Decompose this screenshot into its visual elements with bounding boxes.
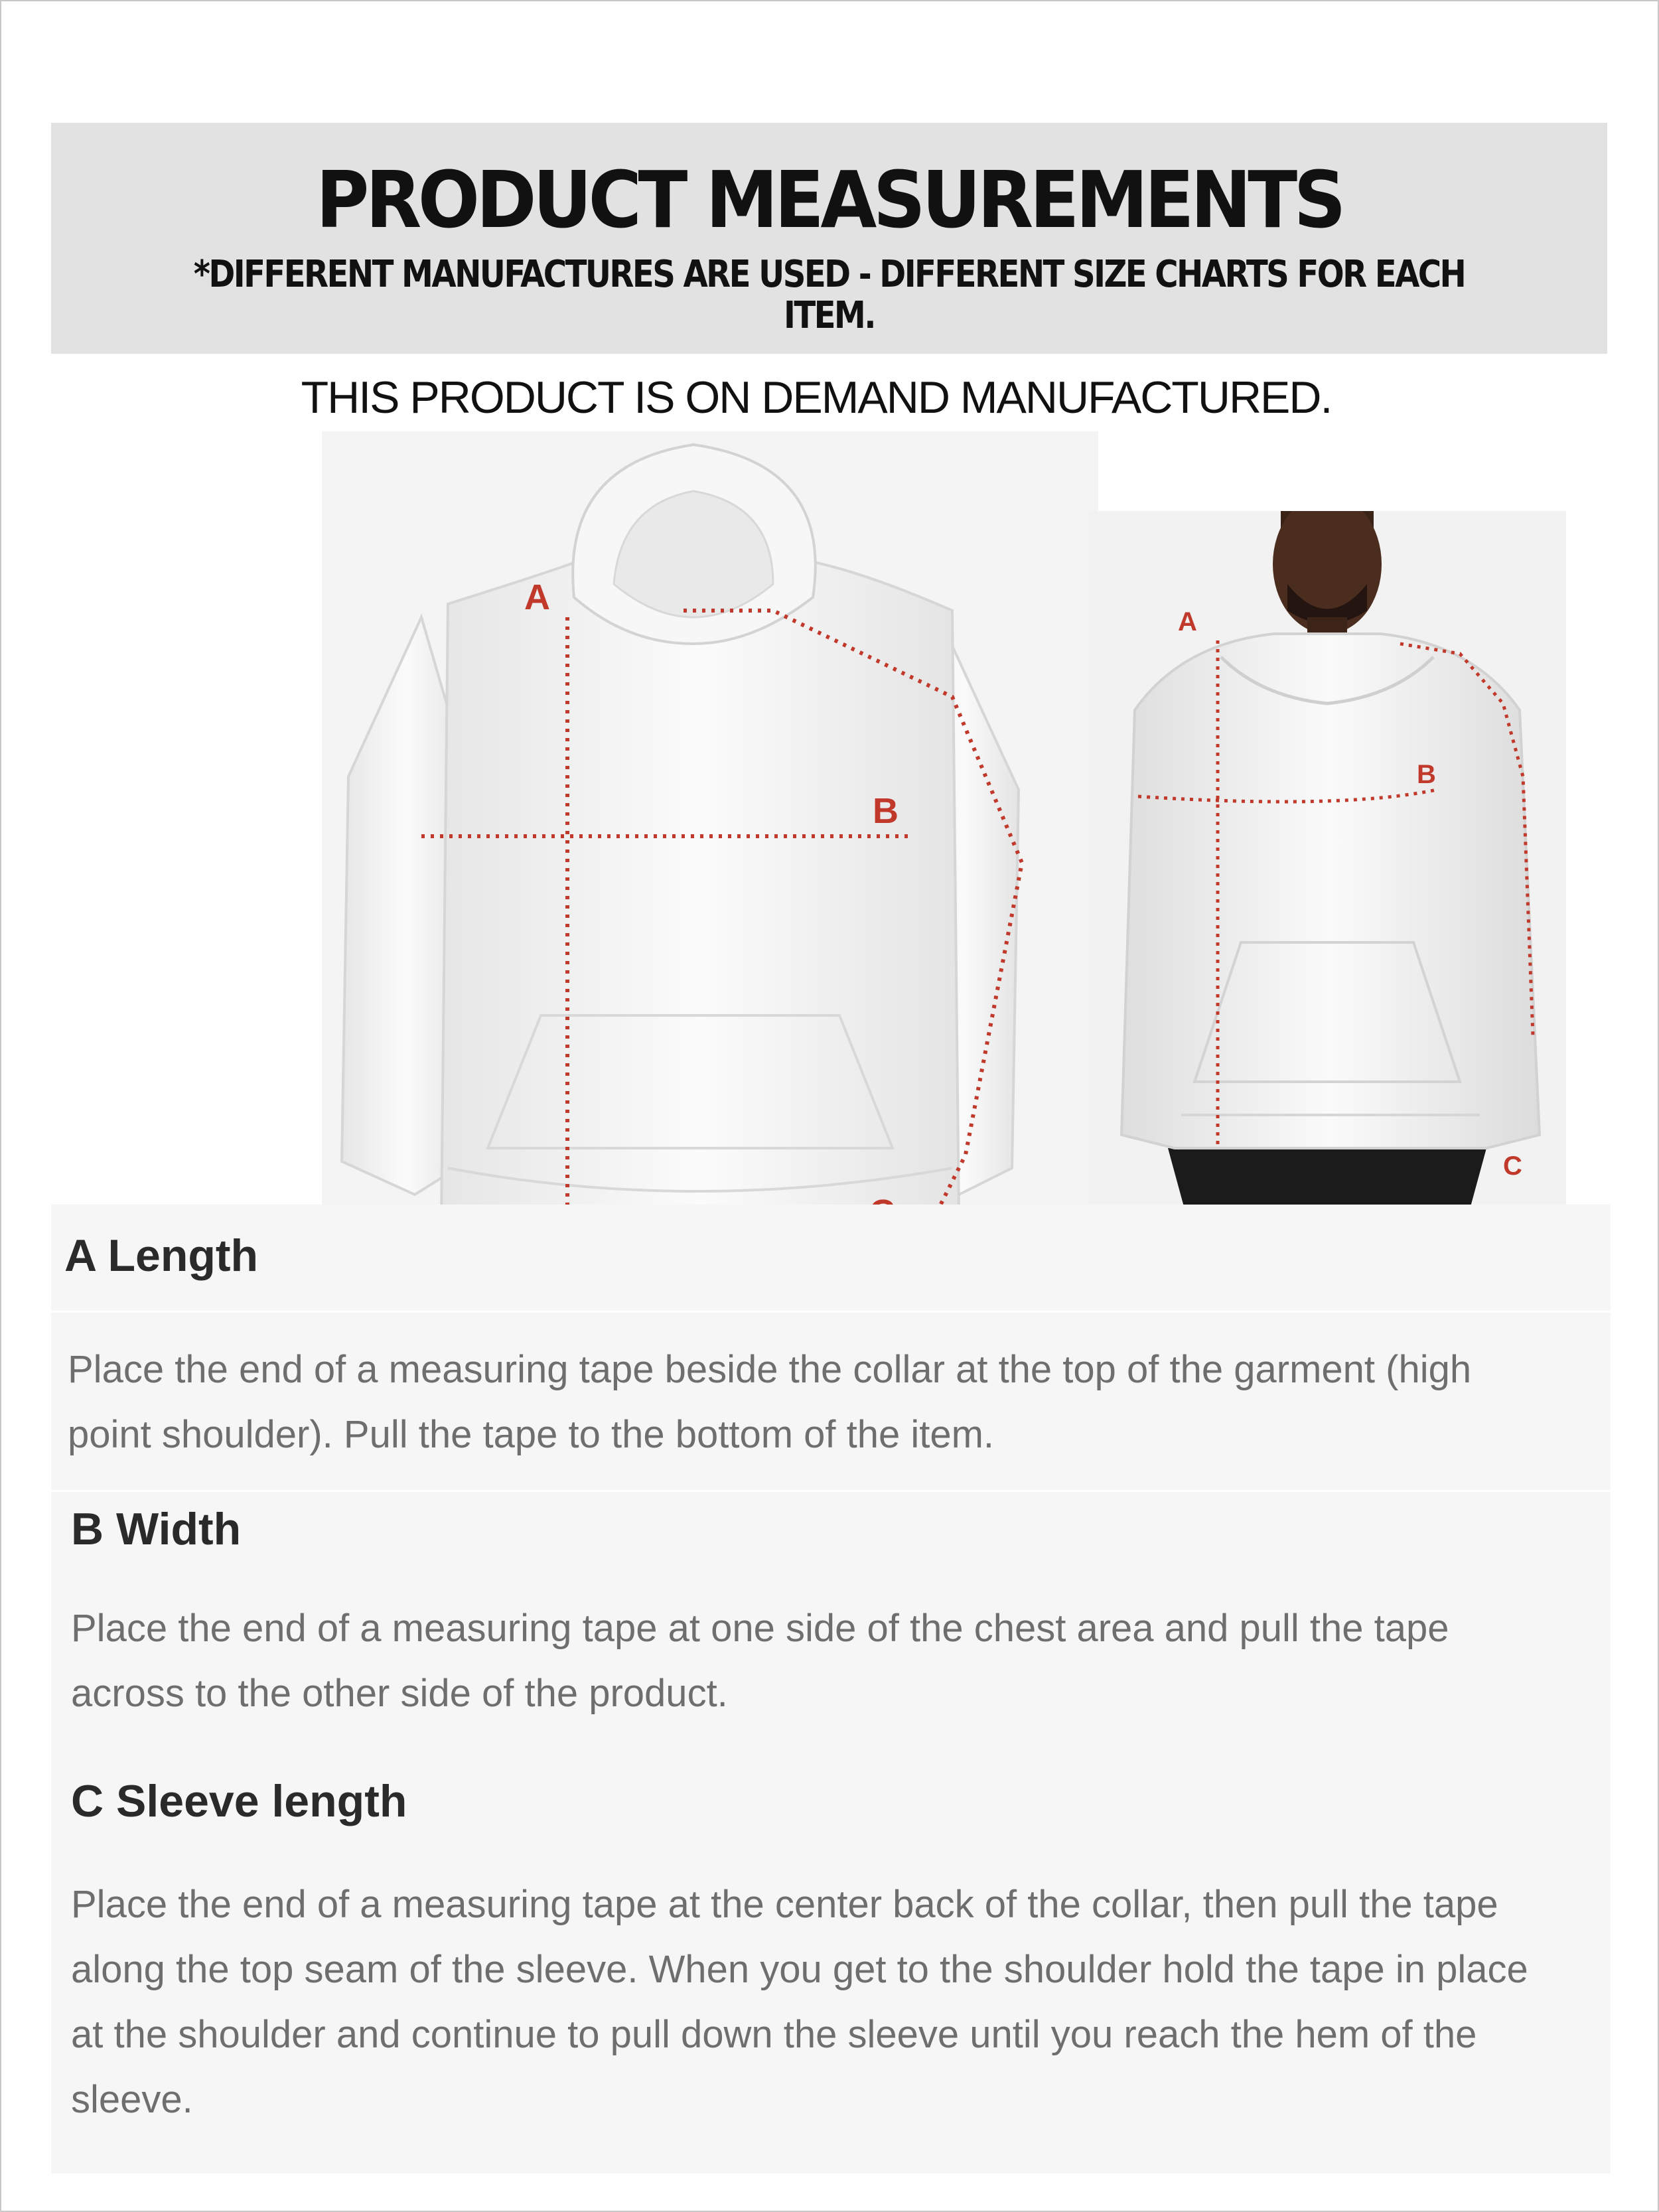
hoodie-flat-diagram bbox=[322, 431, 1098, 1281]
length-description: Place the end of a measuring tape beside the collar at the top of the garment (high point shoulder). Pull the tape to the bottom of the item. bbox=[68, 1348, 1472, 1456]
sleeve-length-description: Place the end of a measuring tape at the center back of the collar, then pull the tape along the top seam of the sleeve. When you get to the shoulder hold the tape in place at the shoulder and continue to pull down the sleeve until you reach the hem of the sleeve. bbox=[71, 1883, 1528, 2121]
width-description: Place the end of a measuring tape at one side of the chest area and pull the tape across to the other side of the product. bbox=[71, 1607, 1449, 1715]
measurement-guide-panel bbox=[51, 1205, 1611, 2174]
marker-b: B bbox=[873, 791, 899, 831]
manufacturer-note: *DIFFERENT MANUFACTURES ARE USED - DIFFERENT SIZE CHARTS FOR EACH ITEM. bbox=[193, 253, 1465, 337]
length-heading: A Length bbox=[64, 1230, 259, 1281]
marker-b: B bbox=[1417, 760, 1436, 789]
hoodie-worn bbox=[1121, 634, 1540, 1148]
marker-c: C bbox=[1503, 1151, 1522, 1181]
marker-a: A bbox=[1178, 607, 1197, 636]
page-title: PRODUCT MEASUREMENTS bbox=[315, 154, 1343, 246]
divider bbox=[51, 1490, 1611, 1492]
hoodie-model-photo bbox=[1088, 511, 1566, 1221]
width-heading: B Width bbox=[71, 1504, 242, 1554]
header-banner bbox=[51, 123, 1607, 354]
on-demand-notice: THIS PRODUCT IS ON DEMAND MANUFACTURED. bbox=[301, 372, 1332, 423]
divider bbox=[51, 1311, 1611, 1313]
marker-a: A bbox=[524, 577, 550, 617]
sleeve-length-heading: C Sleeve length bbox=[71, 1776, 407, 1826]
